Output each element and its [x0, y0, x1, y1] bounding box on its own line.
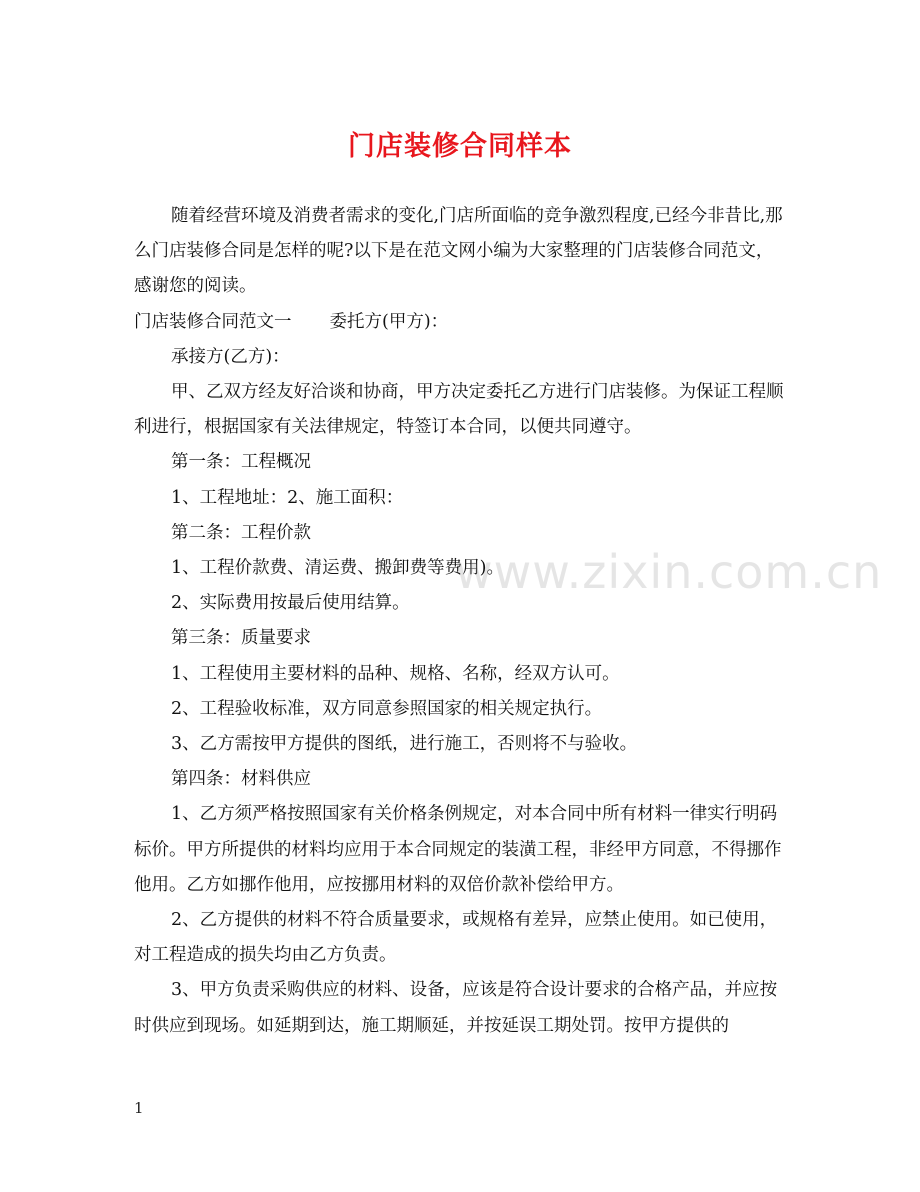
intro-paragraph: 随着经营环境及消费者需求的变化,门店所面临的竞争激烈程度,已经今非昔比,那么门店装修合同是怎样的呢?以下是在范文网小编为大家整理的门店装修合同范文，感谢您的阅读。 — [134, 206, 783, 297]
document-body — [134, 199, 784, 1044]
watermark: www.zixin.com.cn — [455, 545, 883, 599]
article-3-line-3: 3、乙方需按甲方提供的图纸，进行施工，否则将不与验收。 — [171, 734, 638, 755]
article-4-line-3: 3、甲方负责采购供应的材料、设备，应该是符合设计要求的合格产品，并应按时供应到现场。如延期到达，施工期顺延，并按延误工期处罚。按甲方提供的 — [134, 980, 778, 1036]
article-1-line-1: 1、工程地址：2、施工面积： — [171, 487, 404, 508]
article-4-title: 第四条：材料供应 — [171, 769, 311, 790]
sample-heading: 门店装修合同范文一 — [134, 311, 292, 332]
article-2-title: 第二条：工程价款 — [171, 522, 311, 543]
article-2-line-1: 1、工程价款费、清运费、搬卸费等费用)。 — [171, 558, 504, 579]
sample-heading-line — [134, 305, 784, 340]
document-title: 门店装修合同样本 — [348, 131, 572, 162]
article-1-title: 第一条：工程概况 — [171, 452, 311, 473]
article-2-line-2: 2、实际费用按最后使用结算。 — [171, 593, 410, 614]
article-4-line-1: 1、乙方须严格按照国家有关价格条例规定，对本合同中所有材料一律实行明码标价。甲方所提供的材料均应用于本合同规定的装潢工程，非经甲方同意，不得挪作他用。乙方如挪作他用，应按挪用材料的双倍价款补偿给甲方。 — [134, 804, 782, 895]
preamble-paragraph: 甲、乙双方经友好洽谈和协商，甲方决定委托乙方进行门店装修。为保证工程顺利进行，根据国家有关法律规定，特签订本合同，以便共同遵守。 — [134, 382, 784, 438]
article-4-line-2: 2、乙方提供的材料不符合质量要求，或规格有差异，应禁止使用。如已使用，对工程造成的损失均由乙方负责。 — [134, 910, 778, 966]
party-b-label: 承接方(乙方)： — [171, 346, 290, 367]
page-number: 1 — [134, 1099, 144, 1117]
party-a-label: 委托方(甲方)： — [329, 311, 449, 332]
article-3-title: 第三条：质量要求 — [171, 628, 311, 649]
article-3-line-1: 1、工程使用主要材料的品种、规格、名称，经双方认可。 — [171, 663, 620, 684]
article-3-line-2: 2、工程验收标准，双方同意参照国家的相关规定执行。 — [171, 698, 603, 719]
